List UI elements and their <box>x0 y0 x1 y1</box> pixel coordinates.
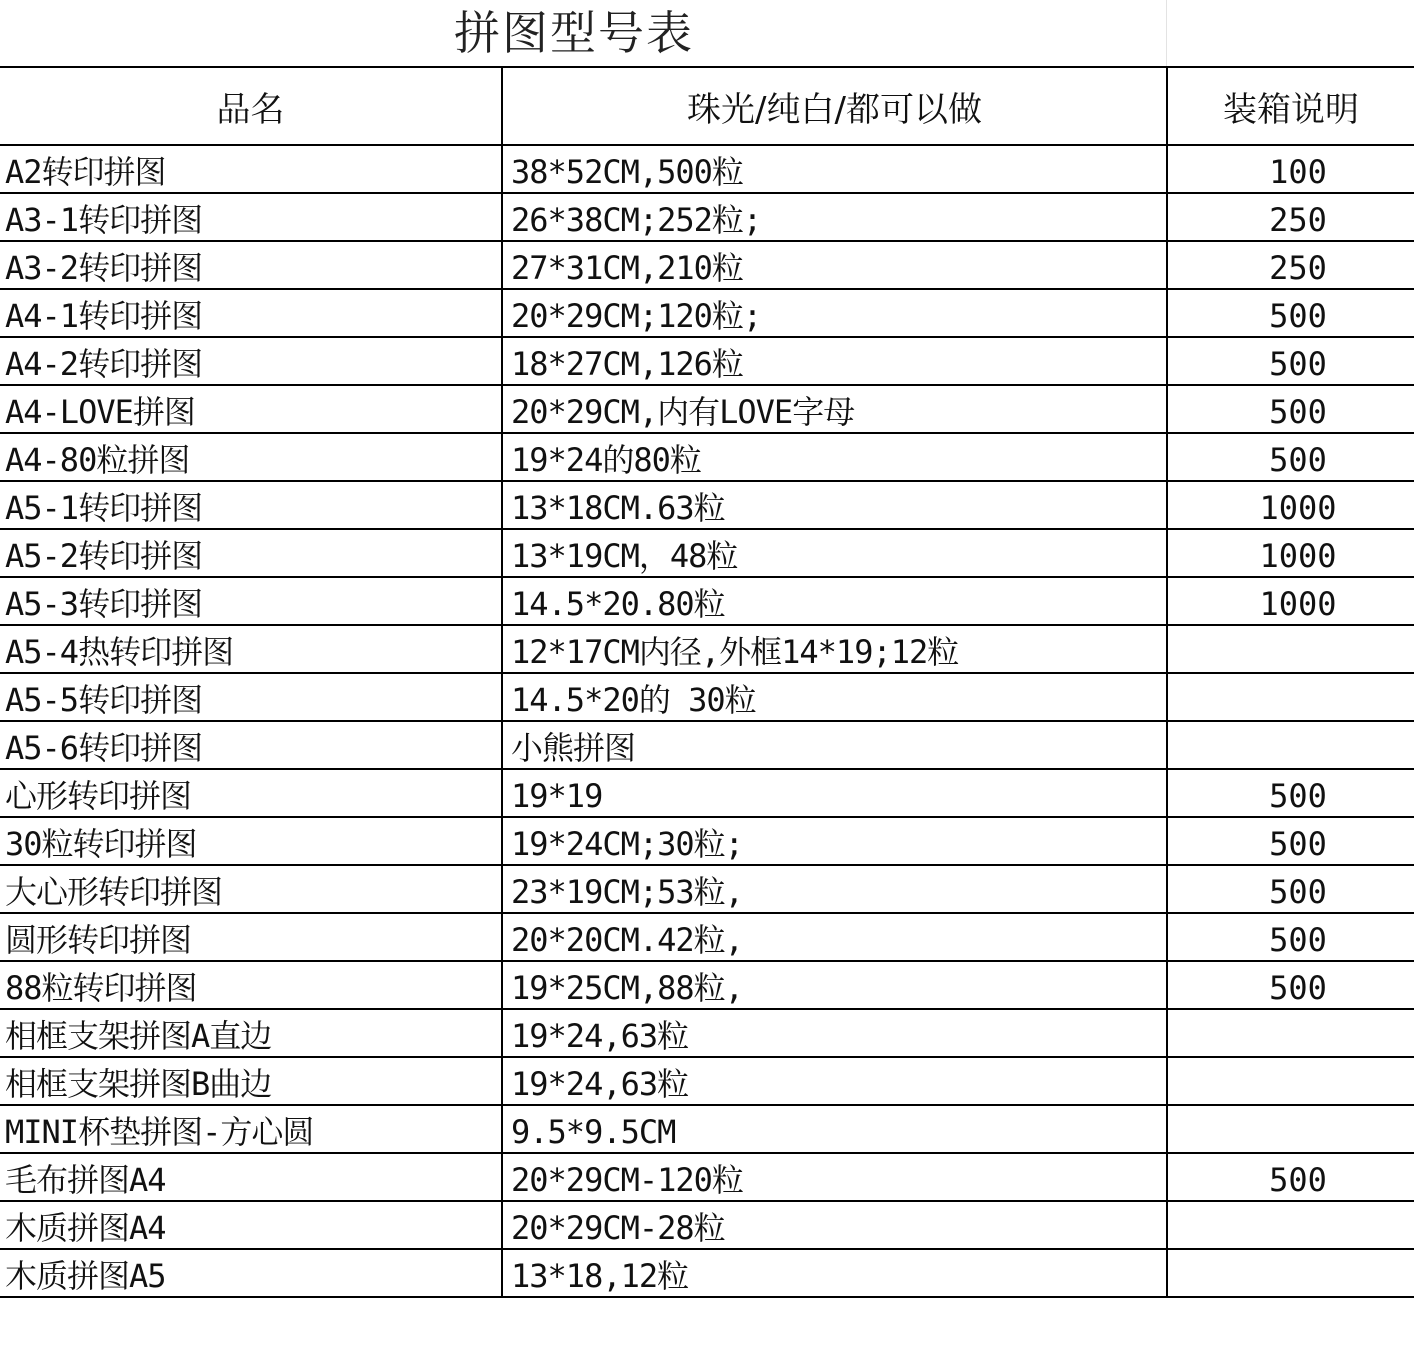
table-row <box>0 817 1414 865</box>
spec-cell[interactable]: 20*29CM-120粒 <box>502 1153 1167 1201</box>
spec-cell[interactable]: 12*17CM内径,外框14*19;12粒 <box>502 625 1167 673</box>
name-cell[interactable]: A3-2转印拼图 <box>0 241 502 289</box>
name-cell[interactable]: A5-6转印拼图 <box>0 721 502 769</box>
spec-cell[interactable]: 23*19CM;53粒, <box>502 865 1167 913</box>
spec-cell[interactable]: 19*19 <box>502 769 1167 817</box>
qty-cell[interactable]: 500 <box>1167 1153 1414 1201</box>
table-row <box>0 433 1414 481</box>
name-cell[interactable]: 心形转印拼图 <box>0 769 502 817</box>
spec-cell[interactable]: 20*29CM,内有LOVE字母 <box>502 385 1167 433</box>
name-cell[interactable]: A4-LOVE拼图 <box>0 385 502 433</box>
name-cell[interactable]: A5-4热转印拼图 <box>0 625 502 673</box>
header-name[interactable]: 品名 <box>0 67 502 145</box>
qty-cell[interactable]: 500 <box>1167 769 1414 817</box>
name-cell[interactable]: 相框支架拼图B曲边 <box>0 1057 502 1105</box>
name-cell[interactable]: 木质拼图A5 <box>0 1249 502 1297</box>
table-row <box>0 481 1414 529</box>
qty-cell[interactable] <box>1167 1249 1414 1297</box>
table-row <box>0 865 1414 913</box>
qty-cell[interactable] <box>1167 1009 1414 1057</box>
name-cell[interactable]: A5-2转印拼图 <box>0 529 502 577</box>
name-cell[interactable]: 相框支架拼图A直边 <box>0 1009 502 1057</box>
spec-cell[interactable]: 20*20CM.42粒, <box>502 913 1167 961</box>
table-row <box>0 1153 1414 1201</box>
qty-cell[interactable] <box>1167 721 1414 769</box>
spec-cell[interactable]: 13*18,12粒 <box>502 1249 1167 1297</box>
spec-cell[interactable]: 18*27CM,126粒 <box>502 337 1167 385</box>
table-row <box>0 289 1414 337</box>
name-cell[interactable]: 木质拼图A4 <box>0 1201 502 1249</box>
qty-cell[interactable]: 500 <box>1167 865 1414 913</box>
qty-cell[interactable]: 500 <box>1167 817 1414 865</box>
name-cell[interactable]: A3-1转印拼图 <box>0 193 502 241</box>
qty-cell[interactable]: 500 <box>1167 289 1414 337</box>
table-row <box>0 1201 1414 1249</box>
name-cell[interactable]: 毛布拼图A4 <box>0 1153 502 1201</box>
qty-cell[interactable]: 500 <box>1167 913 1414 961</box>
name-cell[interactable]: A2转印拼图 <box>0 145 502 193</box>
spec-cell[interactable]: 27*31CM,210粒 <box>502 241 1167 289</box>
name-cell[interactable]: 大心形转印拼图 <box>0 865 502 913</box>
qty-cell[interactable]: 1000 <box>1167 529 1414 577</box>
table-row <box>0 1057 1414 1105</box>
name-cell[interactable]: 圆形转印拼图 <box>0 913 502 961</box>
qty-cell[interactable] <box>1167 1057 1414 1105</box>
table-row <box>0 337 1414 385</box>
spec-cell[interactable]: 19*24CM;30粒; <box>502 817 1167 865</box>
spec-cell[interactable]: 26*38CM;252粒; <box>502 193 1167 241</box>
spec-cell[interactable]: 14.5*20.80粒 <box>502 577 1167 625</box>
table-row <box>0 193 1414 241</box>
spec-cell[interactable]: 38*52CM,500粒 <box>502 145 1167 193</box>
qty-cell[interactable]: 250 <box>1167 241 1414 289</box>
spec-cell[interactable]: 19*24,63粒 <box>502 1009 1167 1057</box>
qty-cell[interactable]: 500 <box>1167 385 1414 433</box>
spec-cell[interactable]: 20*29CM;120粒; <box>502 289 1167 337</box>
gridline <box>1166 0 1167 66</box>
name-cell[interactable]: A5-1转印拼图 <box>0 481 502 529</box>
qty-cell[interactable] <box>1167 1105 1414 1153</box>
header-packing[interactable]: 装箱说明 <box>1167 67 1414 145</box>
qty-cell[interactable] <box>1167 673 1414 721</box>
header-row <box>0 67 1414 145</box>
qty-cell[interactable]: 250 <box>1167 193 1414 241</box>
qty-cell[interactable]: 500 <box>1167 337 1414 385</box>
table-row <box>0 961 1414 1009</box>
qty-cell[interactable]: 500 <box>1167 961 1414 1009</box>
spec-cell[interactable]: 小熊拼图 <box>502 721 1167 769</box>
table-row <box>0 241 1414 289</box>
spec-cell[interactable]: 13*18CM.63粒 <box>502 481 1167 529</box>
table-row <box>0 625 1414 673</box>
table-row <box>0 1009 1414 1057</box>
name-cell[interactable]: A5-3转印拼图 <box>0 577 502 625</box>
table-row <box>0 913 1414 961</box>
table-row <box>0 769 1414 817</box>
title-row <box>0 0 1414 66</box>
spec-cell[interactable]: 13*19CM，48粒 <box>502 529 1167 577</box>
qty-cell[interactable] <box>1167 625 1414 673</box>
spec-cell[interactable]: 19*24,63粒 <box>502 1057 1167 1105</box>
table-row <box>0 673 1414 721</box>
qty-cell[interactable]: 1000 <box>1167 481 1414 529</box>
name-cell[interactable]: A5-5转印拼图 <box>0 673 502 721</box>
spec-cell[interactable]: 19*25CM,88粒, <box>502 961 1167 1009</box>
table-row <box>0 1249 1414 1297</box>
name-cell[interactable]: 88粒转印拼图 <box>0 961 502 1009</box>
name-cell[interactable]: A4-80粒拼图 <box>0 433 502 481</box>
spec-cell[interactable]: 9.5*9.5CM <box>502 1105 1167 1153</box>
qty-cell[interactable] <box>1167 1201 1414 1249</box>
name-cell[interactable]: A4-1转印拼图 <box>0 289 502 337</box>
name-cell[interactable]: 30粒转印拼图 <box>0 817 502 865</box>
qty-cell[interactable]: 100 <box>1167 145 1414 193</box>
table-row <box>0 577 1414 625</box>
sheet-title: 拼图型号表 <box>454 6 694 60</box>
qty-cell[interactable]: 1000 <box>1167 577 1414 625</box>
name-cell[interactable]: MINI杯垫拼图-方心圆 <box>0 1105 502 1153</box>
spec-cell[interactable]: 20*29CM-28粒 <box>502 1201 1167 1249</box>
model-table <box>0 66 1414 1298</box>
spec-cell[interactable]: 19*24的80粒 <box>502 433 1167 481</box>
table-row <box>0 385 1414 433</box>
table-row <box>0 145 1414 193</box>
spec-cell[interactable]: 14.5*20的 30粒 <box>502 673 1167 721</box>
qty-cell[interactable]: 500 <box>1167 433 1414 481</box>
name-cell[interactable]: A4-2转印拼图 <box>0 337 502 385</box>
table-body <box>0 145 1414 1297</box>
table-row <box>0 529 1414 577</box>
table-row <box>0 1105 1414 1153</box>
table-row <box>0 721 1414 769</box>
header-spec[interactable]: 珠光/纯白/都可以做 <box>502 67 1167 145</box>
